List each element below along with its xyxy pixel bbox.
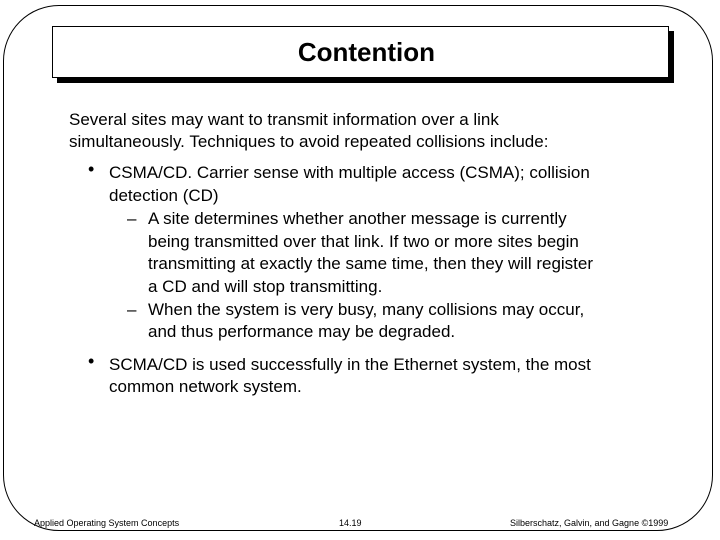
bullet-1-line-1: CSMA/CD. Carrier sense with multiple access (CSMA); collision: [109, 163, 590, 182]
sub-1-line-1: A site determines whether another message is currently: [148, 209, 567, 228]
sub-1-line-3: transmitting at exactly the same time, then they will register: [148, 254, 594, 273]
title-box: [52, 26, 669, 78]
sub-1-line-4: a CD and will stop transmitting.: [148, 277, 383, 296]
footer-page-number: 14.19: [339, 518, 362, 528]
bullet-1-line-2: detection (CD): [109, 186, 219, 205]
sub-1-line-2: being transmitted over that link. If two or more sites begin: [148, 232, 579, 251]
sub-2-line-2: and thus performance may be degraded.: [148, 322, 456, 341]
bullet-marker: •: [88, 351, 95, 371]
bullet-2-line-2: common network system.: [109, 377, 302, 396]
intro-line-2: simultaneously. Techniques to avoid repeated collisions include:: [69, 132, 549, 151]
footer-book-title: Applied Operating System Concepts: [34, 518, 180, 528]
footer-copyright: Silberschatz, Galvin, and Gagne ©1999: [510, 518, 669, 528]
bullet-marker: •: [88, 159, 95, 179]
intro-line-1: Several sites may want to transmit information over a link: [69, 110, 499, 129]
sub-bullet-marker: –: [127, 209, 137, 228]
bullet-2-line-1: SCMA/CD is used successfully in the Ethernet system, the most: [109, 355, 591, 374]
sub-bullet-marker: –: [127, 300, 137, 319]
sub-2-line-1: When the system is very busy, many collisions may occur,: [148, 300, 585, 319]
slide-title: Contention: [297, 36, 435, 67]
